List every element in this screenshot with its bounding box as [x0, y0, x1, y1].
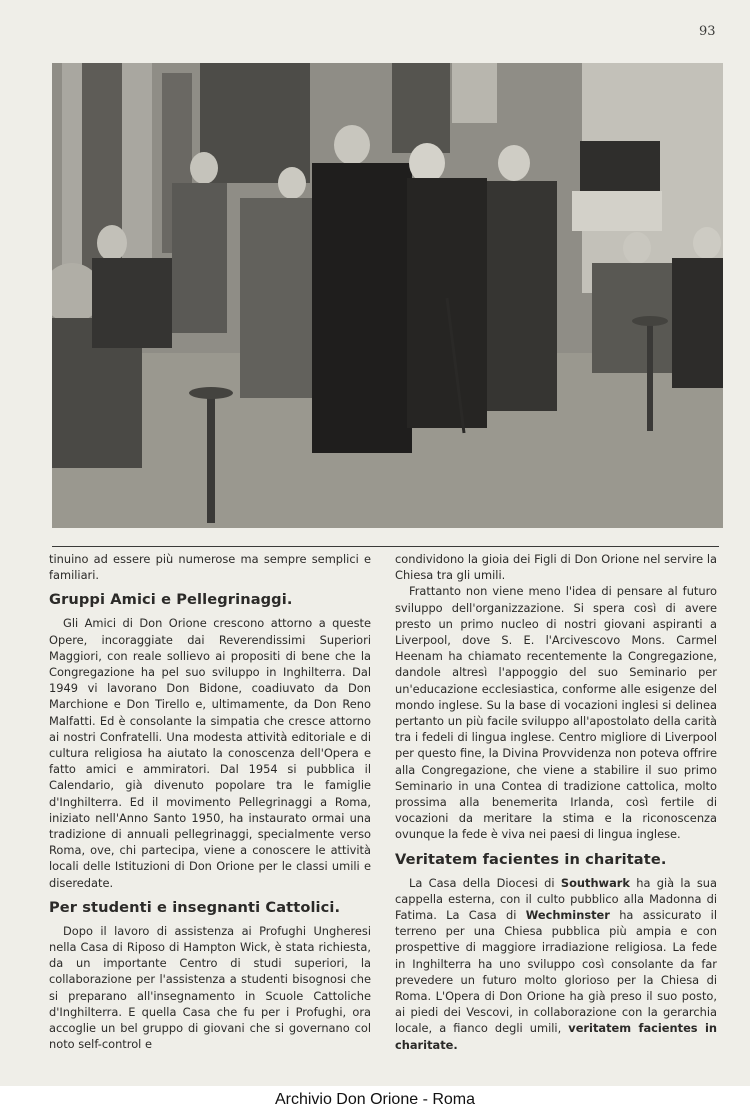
heading-gruppi-amici: Gruppi Amici e Pellegrinaggi. — [49, 591, 293, 609]
bold-veritatem-closing: veritatem facientes in charitate. — [395, 1021, 718, 1052]
left-paragraph-amici: Gli Amici di Don Orione crescono attorno a queste Opere, incoraggiate dai Reverendissimi Superiori Maggiori, con reale sollievo ai propositi di bene che la Congregazione ha pel suo sviluppo in Inghilterra. Dal 1949 vi lavorano Don Bidone, coadiuvato da Don Marchione e Don Tirello e, ultimamente, da Don Reno Malfatti. Ed è consolante la simpatia che cresce attorno ai nostri Confratelli. Una modesta attività editoriale e di cultura religiosa ha aiutato la conoscenza dell'Opera e fatto amici e ammiratori. Dal 1954 si pubblica il Calendario, già divenuto popolare tra le famiglie d'Inghilterra. Ed il movimento Pellegrinaggi a Roma, iniziato nell'Anno Santo 1950, ha instaurato ormai una tradizione di annuali pellegrinaggi, specialmente verso Roma, ove, chi partecipa, viene a conoscere le attività locali delle Istituzioni di Don Orione per le classi umili e diseredate. — [49, 616, 371, 890]
heading-veritatem: Veritatem facientes in charitate. — [395, 850, 667, 868]
left-column — [49, 551, 371, 1052]
right-column — [395, 551, 717, 1053]
archive-footer: Archivio Don Orione - Roma — [0, 1086, 750, 1114]
heading-studenti: Per studenti e insegnanti Cattolici. — [49, 898, 341, 916]
text-segment: ha già la sua cappella esterna, con il culto pubblico alla Madonna di Fatima. La Casa di — [395, 875, 717, 923]
left-paragraph-studenti: Dopo il lavoro di assistenza ai Profughi Ungheresi nella Casa di Riposo di Hampton Wick, è stata richiesta, da un importante Centro di studi superiori, la collaborazione per l'assistenza a studenti bisognosi che si preparano all'insegnamento in Scuole Cattoliche d'Inghilterra. E quella Casa che fu per i Profughi, ora accoglie un bel gruppo di giovani che si governano col noto self-control e — [49, 923, 371, 1052]
bold-southwark: Southwark — [560, 875, 630, 890]
bold-wechminster: Wechminster — [525, 908, 610, 923]
column-divider-rule — [52, 546, 719, 547]
right-paragraph-southwark — [395, 875, 717, 1053]
group-photograph — [52, 63, 723, 528]
right-paragraph-liverpool: Frattanto non viene meno l'idea di pensare al futuro sviluppo dell'organizzazione. Si spera così di avere presto un primo nucleo di nostri giovani aspiranti a Liverpool, dove S. E. l'Arcivescovo Mons. Carmel Heenam ha chiamato recentemente la Congregazione, dandole altresì l'appoggio del suo Seminario per un'educazione ecclesiastica, conforme alle esigenze del mondo inglese. Su la base di vocazioni inglesi si delinea pertanto un più facile sviluppo all'apostolato della carità tra i fedeli di lingua inglese. Centro migliore di Liverpool per questo fine, la Divina Provvidenza non poteva offrire alla Congregazione, che viene a stabilire il suo primo Seminario in una Contea di tradizione cattolica, molto prossima alla benemerita Irlanda, così fertile di vocazioni da meritare la stima e la riconoscenza ovunque la fede è viva nei paesi di lingua inglese. — [395, 584, 717, 842]
text-segment: ha assicurato il terreno per una Chiesa pubblica più ampia e con prospettive di maggiore irradiazione religiosa. La fede in Inghilterra ha uno sviluppo così consolante da far prevedere un futuro molto glorioso per la Chiesa di Roma. L'Opera di Don Orione ha già preso il suo posto, ai piedi dei Vescovi, in collaborazione con la gerarchia locale, a fianco degli umili, — [395, 908, 717, 1036]
text-segment: La Casa della Diocesi di — [409, 875, 561, 890]
page-number: 93 — [699, 24, 716, 39]
photo-illustration — [52, 63, 723, 528]
right-paragraph-continued: condividono la gioia dei Figli di Don Orione nel servire la Chiesa tra gli umili. — [395, 552, 717, 583]
left-paragraph-continued: tinuino ad essere più numerose ma sempre semplici e familiari. — [49, 552, 371, 583]
